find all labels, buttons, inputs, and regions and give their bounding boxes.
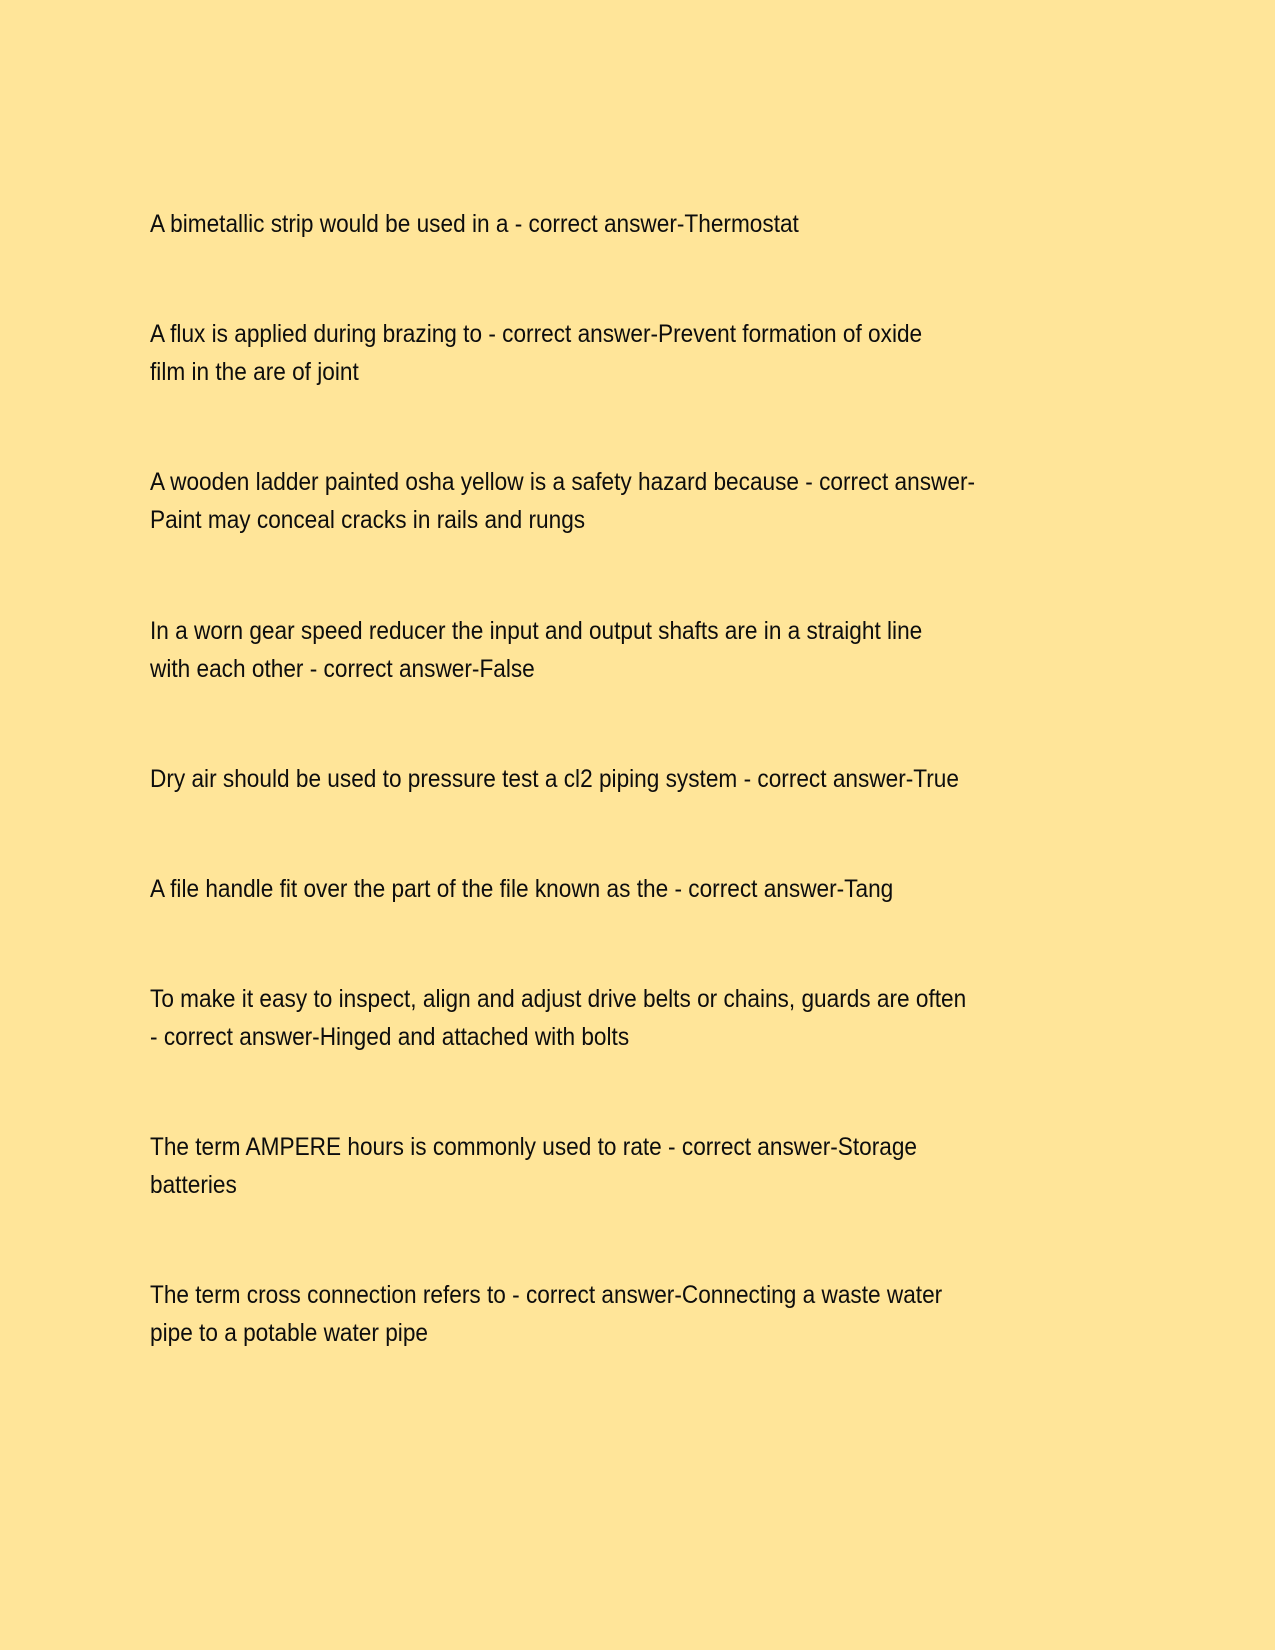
qa-text-line: film in the are of joint xyxy=(150,358,359,386)
qa-entry-worm-gear-reducer xyxy=(150,612,922,688)
qa-text-line: To make it easy to inspect, align and adjust drive belts or chains, guards are often xyxy=(150,985,967,1013)
qa-entry-cl2-pressure-test xyxy=(150,760,959,798)
qa-text-line: The term AMPERE hours is commonly used to rate - correct answer-Storage xyxy=(150,1133,918,1161)
qa-text-line: Dry air should be used to pressure test a cl2 piping system - correct answer-True xyxy=(150,765,959,793)
qa-text-line: A flux is applied during brazing to - correct answer-Prevent formation of oxide xyxy=(150,320,923,348)
qa-text-line: pipe to a potable water pipe xyxy=(150,1319,428,1347)
qa-text-line: with each other - correct answer-False xyxy=(150,655,535,683)
qa-text-line: A bimetallic strip would be used in a - correct answer-Thermostat xyxy=(150,210,799,238)
qa-text-line: batteries xyxy=(150,1171,237,1199)
qa-entry-brazing-flux xyxy=(150,315,922,391)
qa-text-line: Paint may conceal cracks in rails and rungs xyxy=(150,506,586,534)
qa-text-line: - correct answer-Hinged and attached with bolts xyxy=(150,1023,630,1051)
qa-entry-bimetallic-strip xyxy=(150,205,799,243)
qa-text-line: A file handle fit over the part of the file known as the - correct answer-Tang xyxy=(150,875,894,903)
qa-entry-ampere-hours xyxy=(150,1128,917,1204)
qa-entry-file-handle xyxy=(150,870,893,908)
qa-entry-cross-connection xyxy=(150,1276,942,1352)
qa-entry-belt-guards xyxy=(150,980,966,1056)
qa-entry-wooden-ladder xyxy=(150,463,975,539)
qa-text-line: In a worn gear speed reducer the input and output shafts are in a straight line xyxy=(150,617,923,645)
qa-text-line: A wooden ladder painted osha yellow is a safety hazard because - correct answer- xyxy=(150,468,976,496)
qa-text-line: The term cross connection refers to - correct answer-Connecting a waste water xyxy=(150,1281,943,1309)
